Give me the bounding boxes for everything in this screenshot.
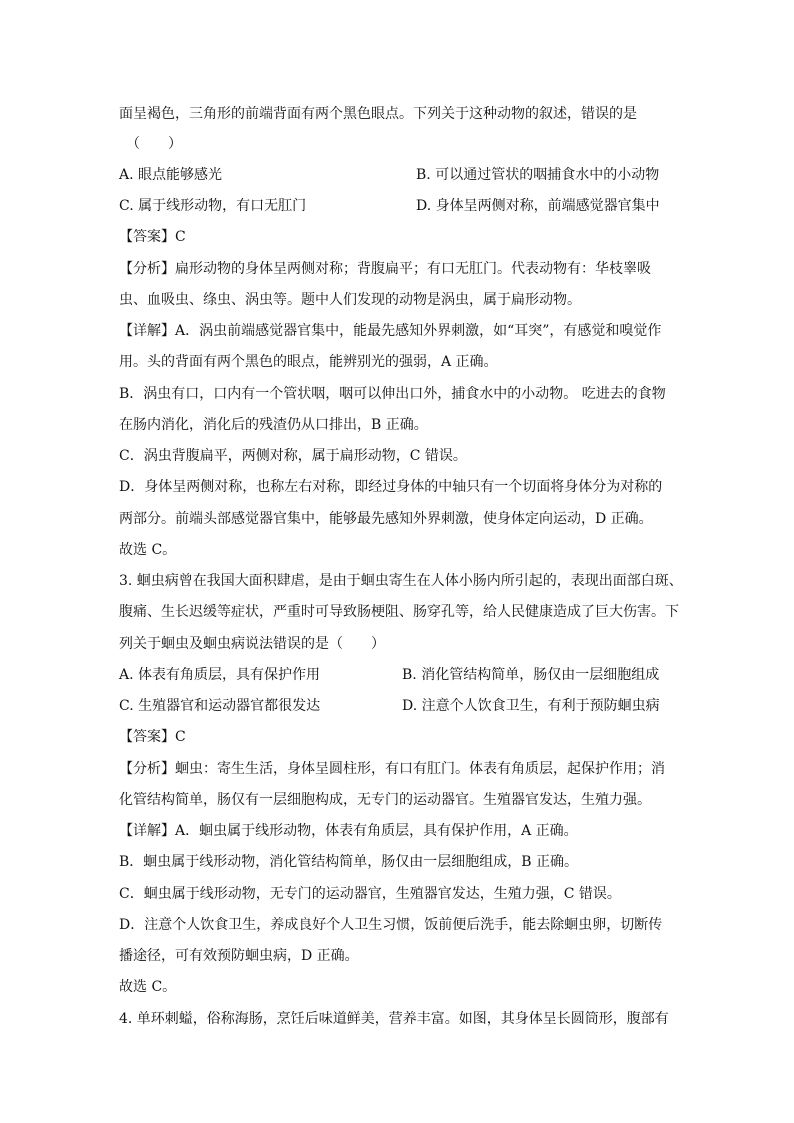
q2-detail-line: 用。头的背面有两个黑色的眼点，能辨别光的强弱，A 正确。 bbox=[119, 354, 498, 370]
q3-detail-line: 【详解】A．蛔虫属于线形动物，体表有角质层，具有保护作用，A 正确。 bbox=[119, 823, 578, 839]
q2-detail-line: 【详解】A．涡虫前端感觉器官集中，能最先感知外界刺激，如“耳突”，有感觉和嗅觉作 bbox=[119, 323, 662, 339]
q2-option-a: A. 眼点能够感光 bbox=[119, 167, 223, 183]
q2-answer: 【答案】C bbox=[119, 229, 186, 245]
q2-detail-line: C．涡虫背腹扁平，两侧对称，属于扁形动物，C 错误。 bbox=[119, 448, 467, 464]
q3-option-b: B. 消化管结构简单，肠仅由一层细胞组成 bbox=[402, 667, 660, 683]
q2-stem-line: 面呈褐色，三角形的前端背面有两个黑色眼点。下列关于这种动物的叙述，错误的是 bbox=[119, 106, 637, 122]
q2-analysis-line: 【分析】扁形动物的身体呈两侧对称；背腹扁平；有口无肛门。代表动物有：华枝睾吸 bbox=[119, 261, 651, 277]
q3-stem-line: 腹痛、生长迟缓等症状，严重时可导致肠梗阻、肠穿孔等，给人民健康造成了巨大伤害。下 bbox=[119, 604, 679, 620]
q3-option-a: A. 体表有角质层，具有保护作用 bbox=[119, 667, 321, 683]
q3-analysis-line: 化管结构简单，肠仅有一层细胞构成，无专门的运动器官。生殖器官发达，生殖力强。 bbox=[119, 792, 651, 808]
q3-detail-line: C．蛔虫属于线形动物，无专门的运动器官，生殖器官发达，生殖力强，C 错误。 bbox=[119, 886, 621, 902]
q3-stem-line: 列关于蛔虫及蛔虫病说法错误的是（ ） bbox=[119, 636, 385, 652]
q3-answer: 【答案】C bbox=[119, 729, 186, 745]
q2-option-c: C. 属于线形动物，有口无肛门 bbox=[119, 198, 307, 214]
q2-option-b: B. 可以通过管状的咽捕食水中的小动物 bbox=[416, 167, 660, 183]
q3-stem-line: 3. 蛔虫病曾在我国大面积肆虐，是由于蛔虫寄生在人体小肠内所引起的，表现出面部白斑、 bbox=[119, 573, 683, 589]
q2-detail-line: B．涡虫有口，口内有一个管状咽，咽可以伸出口外，捕食水中的小动物。 吃进去的食物 bbox=[119, 386, 666, 402]
q3-detail-line: B．蛔虫属于线形动物，消化管结构简单，肠仅由一层细胞组成，B 正确。 bbox=[119, 854, 579, 870]
q2-option-d: D. 身体呈两侧对称，前端感觉器官集中 bbox=[416, 198, 660, 214]
q3-option-d: D. 注意个人饮食卫生，有利于预防蛔虫病 bbox=[402, 698, 660, 714]
q2-answer-bracket: （ ） bbox=[126, 136, 182, 152]
q2-detail-line: D．身体呈两侧对称，也称左右对称，即经过身体的中轴只有一个切面将身体分为对称的 bbox=[119, 479, 663, 495]
q2-analysis-line: 虫、血吸虫、绦虫、涡虫等。题中人们发现的动物是涡虫，属于扁形动物。 bbox=[119, 292, 581, 308]
q3-option-c: C. 生殖器官和运动器官都很发达 bbox=[119, 698, 321, 714]
q3-detail-line: 播途径，可有效预防蛔虫病，D 正确。 bbox=[119, 948, 359, 964]
q2-detail-line: 在肠内消化，消化后的残渣仍从口排出，B 正确。 bbox=[119, 417, 428, 433]
q4-stem-line: 4. 单环刺螠，俗称海肠，烹饪后味道鲜美，营养丰富。如图，其身体呈长圆筒形，腹部有 bbox=[119, 1011, 669, 1027]
q2-detail-line: 两部分。前端头部感觉器官集中，能够最先感知外界刺激，使身体定向运动，D 正确。 bbox=[119, 511, 653, 527]
q2-conclusion: 故选 C。 bbox=[119, 542, 177, 558]
q3-conclusion: 故选 C。 bbox=[119, 979, 177, 995]
q3-analysis-line: 【分析】蛔虫：寄生生活，身体呈圆柱形，有口有肛门。体表有角质层，起保护作用；消 bbox=[119, 761, 665, 777]
q3-detail-line: D．注意个人饮食卫生，养成良好个人卫生习惯，饭前便后洗手，能去除蛔虫卵，切断传 bbox=[119, 917, 663, 933]
